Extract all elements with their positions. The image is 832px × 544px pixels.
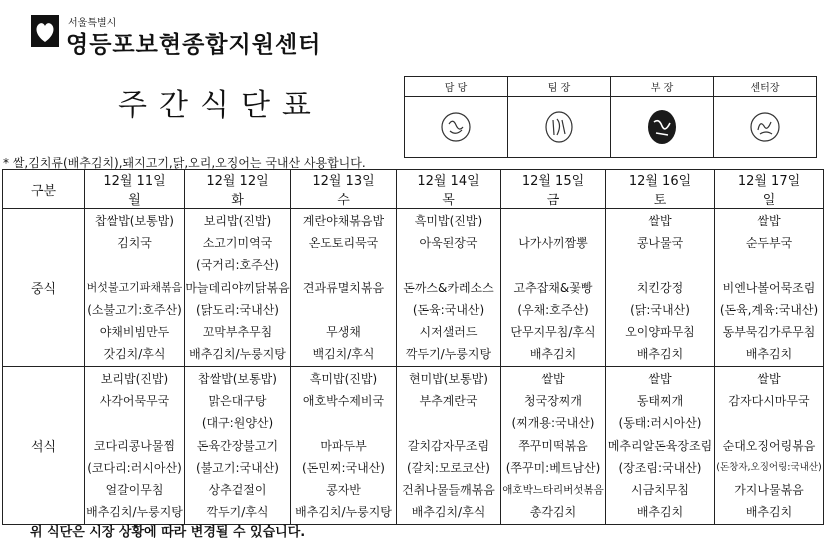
menu-item: 쌀밥	[757, 372, 781, 386]
menu-item: 보리밥(진밥)	[203, 214, 272, 228]
menu-cell	[291, 209, 397, 367]
menu-item: (우채:호주산)	[517, 302, 589, 317]
menu-item: 야채비빔만두	[99, 324, 170, 339]
menu-item: (닭:국내산)	[630, 302, 690, 317]
meal-row-dinner	[3, 367, 824, 525]
origin-note: * 쌀,김치류(배추김치),돼지고기,닭,오리,오징어는 국내산 사용합니다.	[3, 156, 366, 170]
menu-item: 비엔나볼어묵조림	[722, 280, 816, 295]
day-weekday: 목	[397, 189, 501, 209]
menu-item: 찹쌀밥(보통밥)	[198, 372, 277, 386]
menu-item: 갈치감자무조림	[407, 438, 490, 453]
menu-item: 깍두기/후식	[206, 505, 269, 520]
menu-item: 흑미밥(진밥)	[414, 214, 483, 228]
menu-item	[291, 299, 396, 321]
menu-item: 감자다시마무국	[728, 394, 810, 409]
menu-item: (동태:러시아산)	[618, 416, 702, 431]
menu-item: 버섯불고기파채볶음	[86, 280, 183, 294]
menu-item	[85, 254, 184, 276]
menu-item: 동태찌개	[636, 394, 684, 409]
org-subtitle: 서울특별시	[68, 18, 117, 29]
menu-cell	[606, 367, 715, 525]
menu-cell	[501, 209, 606, 367]
menu-item: 상추겉절이	[208, 482, 267, 497]
menu-item: 배추김치/누룽지탕	[295, 505, 392, 520]
menu-item: 가지나물볶음	[734, 482, 804, 497]
menu-cell	[501, 367, 606, 525]
approval-label: 담 당	[405, 77, 508, 97]
menu-item: (장조림:국내산)	[618, 460, 702, 475]
menu-item	[397, 254, 500, 276]
menu-item: 쌀밥	[648, 372, 672, 386]
menu-item	[291, 412, 396, 434]
menu-item: 배추김치/누룽지탕	[189, 347, 286, 362]
label-header: 구분	[3, 170, 85, 209]
menu-item: 백김치/후식	[312, 347, 375, 362]
menu-item: 청국장찌개	[524, 394, 582, 409]
menu-item: (돈육,계육:국내산)	[719, 302, 819, 317]
day-date: 12월 12일	[185, 170, 291, 190]
signature-icon	[748, 110, 782, 144]
menu-item: 돈육간장불고기	[196, 438, 279, 453]
approval-box	[404, 76, 817, 158]
signature-slot	[508, 97, 611, 158]
meal-row-lunch	[3, 209, 824, 367]
menu-cell	[185, 367, 291, 525]
menu-item: 배추김치	[529, 347, 577, 362]
menu-item: 애호박수제비국	[302, 394, 385, 409]
menu-item: (닭도리:국내산)	[196, 302, 279, 317]
meal-label: 중식	[3, 209, 85, 367]
menu-item: 배추김치	[745, 505, 793, 520]
menu-item: 애호박느타리버섯볶음	[502, 483, 604, 496]
menu-item: 배추김치/후식	[411, 505, 486, 520]
menu-item: 꼬막부추무침	[202, 324, 273, 339]
menu-item: 배추김치/누룽지탕	[86, 505, 183, 520]
day-weekday: 화	[185, 189, 291, 209]
menu-item	[501, 254, 605, 276]
menu-item: 코다리콩나물찜	[93, 438, 176, 453]
menu-item: 계란야채볶음밥	[302, 214, 385, 228]
menu-item: 콩나물국	[636, 236, 684, 251]
menu-item: 시저샐러드	[419, 324, 478, 339]
menu-table	[2, 169, 824, 525]
signature-slot	[405, 97, 508, 158]
menu-item: (쭈꾸미:베트남산)	[505, 460, 601, 475]
menu-item: 부추계란국	[419, 394, 478, 409]
signature-icon	[542, 110, 576, 144]
page-title: 주간식단표	[118, 88, 323, 123]
menu-item: 얼갈이무침	[105, 482, 164, 497]
menu-item	[715, 254, 823, 276]
menu-item: 메추리알돈육장조림	[607, 438, 713, 453]
menu-item: 찹쌀밥(보통밥)	[95, 214, 174, 228]
footer-note: 위 식단은 시장 상황에 따라 변경될 수 있습니다.	[30, 525, 306, 540]
menu-item: 사각어묵무국	[99, 394, 170, 409]
menu-item: 아욱된장국	[419, 236, 478, 251]
menu-cell	[606, 209, 715, 367]
menu-cell	[185, 209, 291, 367]
menu-item: 마파두부	[320, 438, 367, 453]
menu-item: 배추김치	[745, 347, 793, 362]
menu-item: 쌀밥	[757, 214, 781, 228]
menu-item: (찌개용:국내산)	[511, 416, 595, 431]
menu-item: 쭈꾸미떡볶음	[518, 438, 588, 453]
menu-item: (대구:원양산)	[201, 416, 274, 431]
menu-item: (갈치:모로코산)	[407, 460, 490, 475]
day-date: 12월 11일	[85, 170, 185, 190]
day-date: 12월 13일	[291, 170, 397, 190]
day-weekday: 일	[715, 189, 824, 209]
menu-item: (국거리:호주산)	[196, 258, 279, 273]
menu-cell	[291, 367, 397, 525]
menu-item: 순대오징어링볶음	[722, 438, 816, 453]
org-name: 영등포보현종합지원센터	[66, 32, 322, 58]
menu-cell	[715, 367, 824, 525]
menu-item	[606, 254, 714, 276]
menu-item: 온도토리묵국	[308, 236, 379, 251]
menu-item	[291, 254, 396, 276]
menu-cell	[397, 209, 501, 367]
signature-icon	[439, 110, 473, 144]
menu-item: (돈민찌:국내산)	[302, 460, 385, 475]
menu-item: 견과류멸치볶음	[302, 280, 385, 295]
day-date: 12월 14일	[397, 170, 501, 190]
signature-icon	[645, 108, 679, 146]
menu-item: 흑미밥(진밥)	[309, 372, 378, 386]
day-weekday: 수	[291, 189, 397, 209]
menu-cell	[715, 209, 824, 367]
day-weekday: 월	[85, 189, 185, 209]
menu-cell	[397, 367, 501, 525]
menu-item: (돈육:국내산)	[412, 302, 485, 317]
menu-item	[85, 412, 184, 434]
approval-label: 센터장	[714, 77, 817, 97]
menu-item: 배추김치	[636, 347, 684, 362]
approval-label: 부 장	[611, 77, 714, 97]
day-weekday: 금	[501, 189, 606, 209]
day-date: 12월 15일	[501, 170, 606, 190]
menu-item: 배추김치	[636, 505, 684, 520]
menu-item: 시금치무침	[631, 482, 689, 497]
menu-cell	[85, 367, 185, 525]
menu-item: 보리밥(진밥)	[100, 372, 169, 386]
menu-cell	[85, 209, 185, 367]
menu-item: 쌀밥	[648, 214, 672, 228]
menu-item: 현미밥(보통밥)	[409, 372, 488, 386]
signature-slot	[611, 97, 714, 158]
menu-item: 동부묵김가루무침	[722, 324, 816, 339]
menu-item: 오이양파무침	[625, 324, 695, 339]
menu-item: 나가사끼짬뽕	[518, 236, 588, 251]
menu-item: (소불고기:호주산)	[87, 302, 182, 317]
menu-item: 소고기미역국	[202, 236, 273, 251]
day-weekday: 토	[606, 189, 715, 209]
menu-item: 쌀밥	[541, 372, 565, 386]
menu-item	[715, 412, 823, 434]
menu-item: 순두부국	[745, 236, 793, 251]
signature-slot	[714, 97, 817, 158]
menu-item: 김치국	[117, 236, 152, 251]
menu-item: (돈창자,오징어링:국내산)	[716, 461, 822, 473]
menu-item: 무생채	[326, 324, 361, 339]
menu-item: 총각김치	[529, 505, 577, 520]
menu-item	[501, 210, 605, 232]
menu-item	[397, 412, 500, 434]
day-date: 12월 17일	[715, 170, 824, 190]
approval-label: 팀 장	[508, 77, 611, 97]
meal-label: 석식	[3, 367, 85, 525]
menu-item: 건취나물들깨볶음	[402, 482, 495, 497]
day-date: 12월 16일	[606, 170, 715, 190]
menu-item: 고추잡채&꽃빵	[513, 280, 593, 295]
menu-item: 맑은대구탕	[208, 394, 267, 409]
menu-item: 콩자반	[326, 482, 361, 497]
menu-item: 돈까스&카레소스	[403, 280, 494, 295]
menu-item: 갓김치/후식	[103, 347, 166, 362]
menu-item: (코다리:러시아산)	[87, 460, 182, 475]
menu-item: 깍두기/누룽지탕	[405, 347, 492, 362]
menu-item: 치킨강정	[636, 280, 684, 295]
menu-item: 단무지무침/후식	[510, 324, 596, 339]
menu-item: (불고기:국내산)	[196, 460, 279, 475]
menu-item: 마늘데리야끼닭볶음	[185, 280, 290, 295]
seal-logo-icon	[30, 14, 60, 48]
